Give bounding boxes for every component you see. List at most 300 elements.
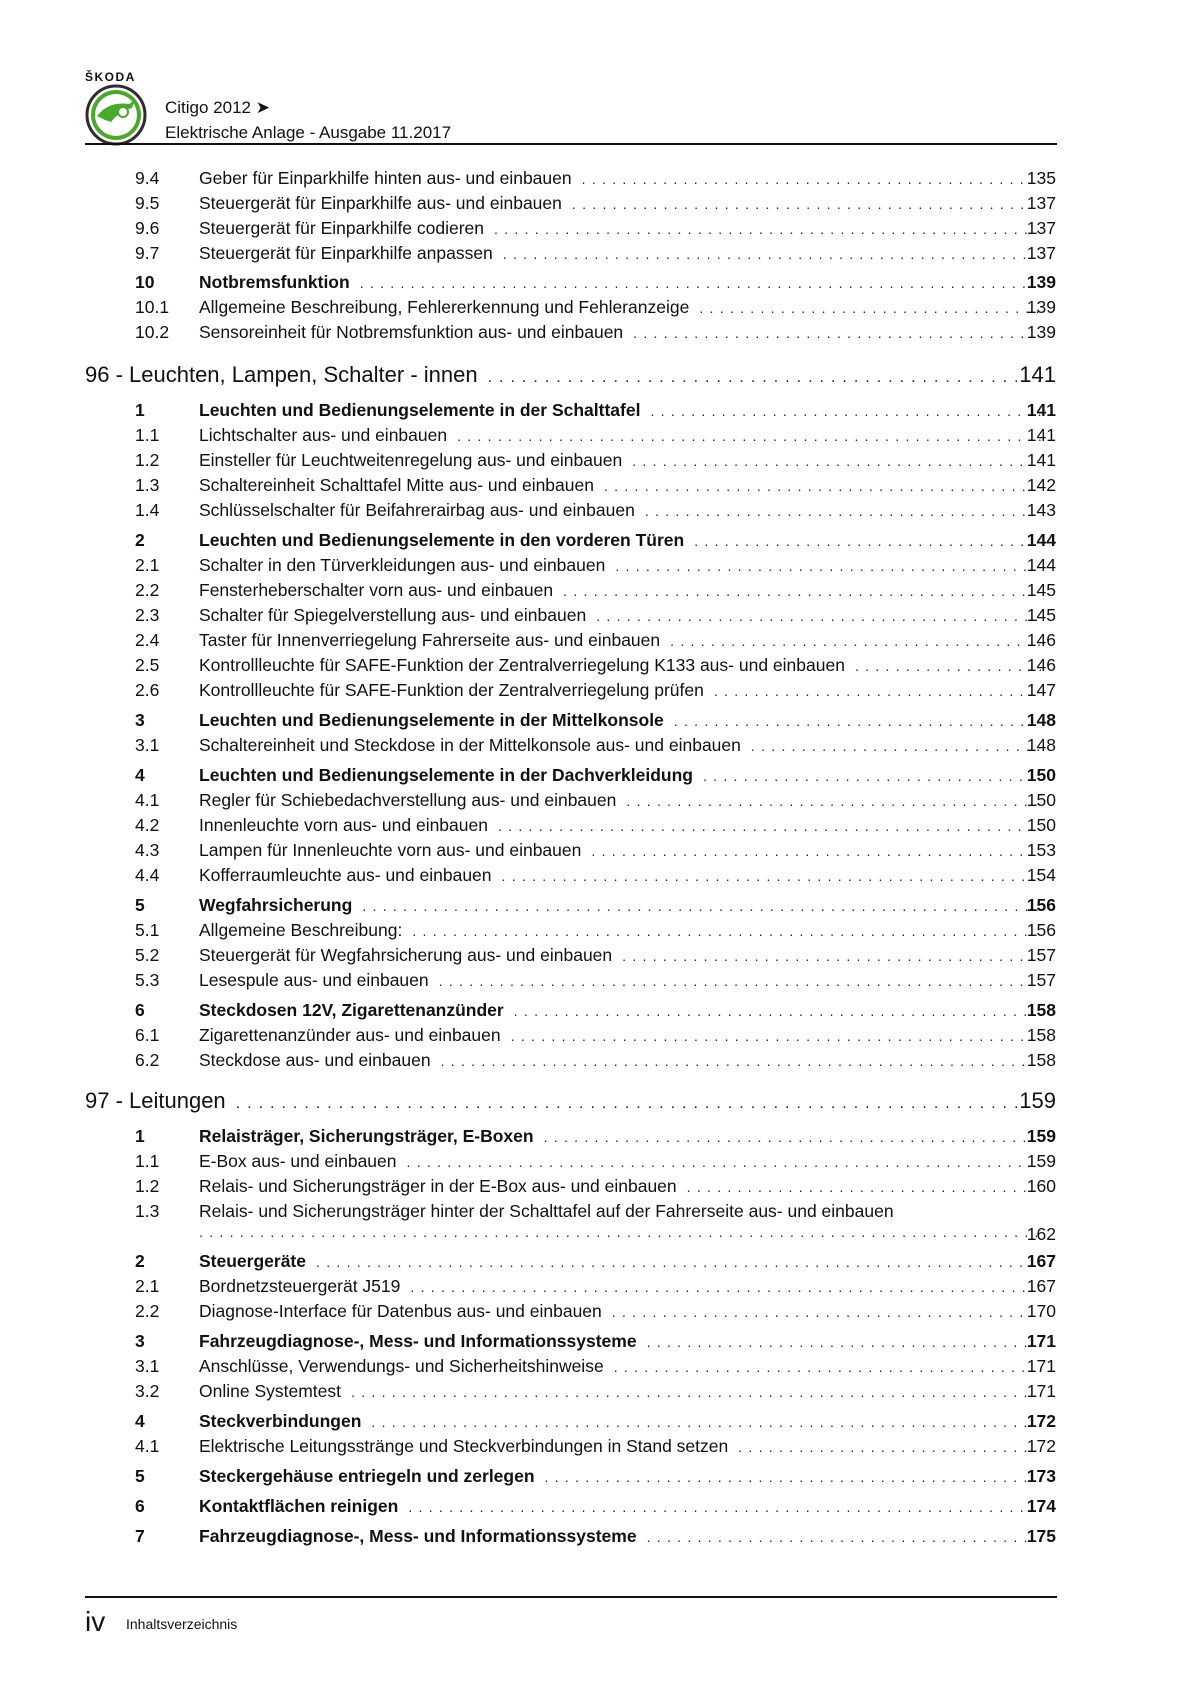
toc-entry-number: 1.2 bbox=[135, 450, 160, 470]
toc-entry-title-line bbox=[199, 1526, 1041, 1547]
dot-leader bbox=[545, 1469, 1041, 1485]
toc-entry-page: 173 bbox=[1026, 1466, 1056, 1486]
toc-entry-number: 4.4 bbox=[135, 865, 160, 885]
toc-entry[interactable] bbox=[0, 272, 1191, 296]
toc-entry[interactable] bbox=[0, 1466, 1191, 1490]
toc-entry-title: Leuchten und Bedienungselemente in den vorderen Türen bbox=[199, 530, 685, 550]
toc-entry-page: 146 bbox=[1026, 655, 1056, 675]
toc-entry-page: 144 bbox=[1026, 530, 1056, 550]
toc-entry-title: Steuergeräte bbox=[199, 1251, 306, 1271]
dot-leader bbox=[488, 369, 1056, 387]
toc-entry-page: 141 bbox=[1026, 400, 1056, 420]
toc-entry-number: 9.4 bbox=[135, 168, 160, 188]
toc-entry-page: 172 bbox=[1026, 1411, 1056, 1431]
toc-entry-page: 159 bbox=[1026, 1126, 1056, 1146]
skoda-logo-icon bbox=[85, 84, 147, 146]
toc-entry-number: 4.3 bbox=[135, 840, 160, 860]
toc-entry-title-line bbox=[199, 1356, 1041, 1377]
toc-entry-number: 10.1 bbox=[135, 297, 170, 317]
toc-entry-page: 172 bbox=[1026, 1436, 1056, 1456]
toc-entry[interactable] bbox=[0, 530, 1191, 554]
toc-entry-title-line bbox=[199, 243, 1041, 264]
toc-entry-number: 2 bbox=[135, 1251, 145, 1271]
dot-leader bbox=[694, 533, 1041, 549]
toc-entry-continuation bbox=[0, 1224, 1191, 1248]
toc-entry[interactable] bbox=[0, 655, 1191, 679]
dot-leader bbox=[604, 478, 1041, 494]
toc-entry-title: Steckdose aus- und einbauen bbox=[199, 1050, 431, 1070]
toc-entry-title: Allgemeine Beschreibung, Fehlererkennung und Fehleranzeige bbox=[199, 297, 690, 317]
toc-entry-number: 5 bbox=[135, 895, 145, 915]
toc-entry-title-line bbox=[199, 322, 1041, 343]
toc-entry-number: 2 bbox=[135, 530, 145, 550]
toc-entry-title-line bbox=[85, 362, 1056, 388]
toc-entry-title: Fensterheberschalter vorn aus- und einbauen bbox=[199, 580, 554, 600]
toc-entry[interactable] bbox=[0, 475, 1191, 499]
toc-entry-title-line bbox=[199, 475, 1041, 496]
toc-entry-title-line bbox=[199, 840, 1041, 861]
dot-leader bbox=[614, 1359, 1041, 1375]
toc-entry-title-line bbox=[199, 555, 1041, 576]
toc-entry-title: Lichtschalter aus- und einbauen bbox=[199, 425, 448, 445]
toc-entry-page: 142 bbox=[1026, 475, 1056, 495]
toc-entry-number: 4 bbox=[135, 1411, 145, 1431]
toc-entry-number: 2.4 bbox=[135, 630, 160, 650]
toc-chapter[interactable] bbox=[0, 1088, 1191, 1112]
toc-entry[interactable] bbox=[0, 1496, 1191, 1520]
toc-entry-title-line bbox=[199, 765, 1041, 786]
toc-entry[interactable] bbox=[0, 815, 1191, 839]
toc-entry-number: 2.5 bbox=[135, 655, 160, 675]
toc-entry-page: 141 bbox=[1026, 450, 1056, 470]
toc-entry-title: Elektrische Leitungsstränge und Steckverbindungen in Stand setzen bbox=[199, 1436, 729, 1456]
toc-entry-title: Kontrollleuchte für SAFE-Funktion der Zentralverriegelung prüfen bbox=[199, 680, 704, 700]
toc-entry-title-line bbox=[199, 1224, 1041, 1240]
toc-entry-title: Steuergerät für Einparkhilfe codieren bbox=[199, 218, 485, 238]
dot-leader bbox=[457, 428, 1041, 444]
toc-entry[interactable] bbox=[0, 1331, 1191, 1355]
toc-entry-title: Relaisträger, Sicherungsträger, E-Boxen bbox=[199, 1126, 534, 1146]
dot-leader bbox=[494, 221, 1041, 237]
toc-entry-title: Relais- und Sicherungsträger in der E-Box aus- und einbauen bbox=[199, 1176, 677, 1196]
footer-label: Inhaltsverzeichnis bbox=[126, 1616, 238, 1632]
dot-leader bbox=[855, 658, 1041, 674]
toc-entry[interactable] bbox=[0, 630, 1191, 654]
toc-entry-title: Kontrollleuchte für SAFE-Funktion der Zentralverriegelung K133 aus- und einbauen bbox=[199, 655, 845, 675]
page-header bbox=[85, 70, 1057, 146]
toc-entry-title-line bbox=[199, 1025, 1041, 1046]
toc-entry-number: 6.2 bbox=[135, 1050, 160, 1070]
toc-entry-number: 9.5 bbox=[135, 193, 160, 213]
toc-entry[interactable] bbox=[0, 168, 1191, 192]
dot-leader bbox=[674, 713, 1041, 729]
toc-entry-title: Online Systemtest bbox=[199, 1381, 341, 1401]
toc-entry-number: 10 bbox=[135, 272, 155, 292]
dot-leader bbox=[408, 1499, 1041, 1515]
toc-entry-title: Steckergehäuse entriegeln und zerlegen bbox=[199, 1466, 535, 1486]
toc-entry-title: Lesespule aus- und einbauen bbox=[199, 970, 429, 990]
toc-chapter[interactable] bbox=[0, 362, 1191, 386]
toc-entry-title: Wegfahrsicherung bbox=[199, 895, 353, 915]
toc-entry-page: 144 bbox=[1026, 555, 1056, 575]
toc-entry-title: Regler für Schiebedachverstellung aus- und einbauen bbox=[199, 790, 617, 810]
toc-entry-title: Steuergerät für Wegfahrsicherung aus- und einbauen bbox=[199, 945, 613, 965]
toc-entry-title: Einsteller für Leuchtweitenregelung aus- und einbauen bbox=[199, 450, 623, 470]
dot-leader bbox=[236, 1095, 1056, 1113]
toc-entry-page: 160 bbox=[1026, 1176, 1056, 1196]
footer-page-number: iv bbox=[85, 1606, 106, 1637]
toc-entry-title-line bbox=[199, 655, 1041, 676]
toc-entry[interactable] bbox=[0, 1151, 1191, 1175]
toc-entry[interactable] bbox=[0, 1000, 1191, 1024]
toc-entry[interactable] bbox=[0, 1201, 1191, 1225]
toc-entry-title: Lampen für Innenleuchte vorn aus- und einbauen bbox=[199, 840, 582, 860]
toc-entry-title: Taster für Innenverriegelung Fahrerseite aus- und einbauen bbox=[199, 630, 661, 650]
toc-entry-number: 3 bbox=[135, 710, 145, 730]
toc-entry-page: 171 bbox=[1026, 1356, 1056, 1376]
toc-entry-page: 162 bbox=[1026, 1224, 1056, 1244]
toc-entry[interactable] bbox=[0, 895, 1191, 919]
toc-entry-title: Notbremsfunktion bbox=[199, 272, 350, 292]
dot-leader bbox=[410, 1279, 1041, 1295]
toc-entry[interactable] bbox=[0, 735, 1191, 759]
toc-entry[interactable] bbox=[0, 710, 1191, 734]
toc-entry-page: 170 bbox=[1026, 1301, 1056, 1321]
dot-leader bbox=[626, 793, 1041, 809]
toc-entry-title-line bbox=[199, 1176, 1041, 1197]
toc-entry-title: Steckverbindungen bbox=[199, 1411, 362, 1431]
toc-entry-title: 96 - Leuchten, Lampen, Schalter - innen bbox=[85, 362, 478, 387]
toc-entry-title-line bbox=[199, 1251, 1041, 1272]
toc-entry-page: 150 bbox=[1026, 765, 1056, 785]
dot-leader bbox=[582, 171, 1041, 187]
toc-entry-title-line bbox=[199, 815, 1041, 836]
toc-entry-title-line bbox=[199, 500, 1041, 521]
dot-leader bbox=[371, 1414, 1041, 1430]
toc-entry[interactable] bbox=[0, 243, 1191, 267]
dot-leader bbox=[650, 403, 1041, 419]
toc-entry[interactable] bbox=[0, 1301, 1191, 1325]
toc-entry-page: 145 bbox=[1026, 605, 1056, 625]
toc-entry-page: 159 bbox=[1026, 1151, 1056, 1171]
toc-entry-page: 147 bbox=[1026, 680, 1056, 700]
toc-entry-page: 139 bbox=[1026, 272, 1056, 292]
toc-entry-title: Sensoreinheit für Notbremsfunktion aus- und einbauen bbox=[199, 322, 624, 342]
dot-leader bbox=[699, 300, 1041, 316]
toc-entry-page: 158 bbox=[1026, 1050, 1056, 1070]
toc-entry[interactable] bbox=[0, 400, 1191, 424]
toc-entry-title-line bbox=[199, 450, 1041, 471]
toc-entry-title-line bbox=[199, 400, 1041, 421]
toc-entry-title-line bbox=[199, 945, 1041, 966]
toc-entry-title: Anschlüsse, Verwendungs- und Sicherheitshinweise bbox=[199, 1356, 604, 1376]
toc-entry-title: Steckdosen 12V, Zigarettenanzünder bbox=[199, 1000, 504, 1020]
dot-leader bbox=[544, 1129, 1041, 1145]
dot-leader bbox=[563, 583, 1041, 599]
toc-entry-page: 158 bbox=[1026, 1000, 1056, 1020]
toc-entry-page: 150 bbox=[1026, 790, 1056, 810]
toc-entry-title-line bbox=[199, 790, 1041, 811]
toc-entry[interactable] bbox=[0, 1025, 1191, 1049]
toc-entry-title: Allgemeine Beschreibung: bbox=[199, 920, 403, 940]
dot-leader bbox=[439, 973, 1041, 989]
dot-leader bbox=[622, 948, 1041, 964]
toc-entry-title: E-Box aus- und einbauen bbox=[199, 1151, 397, 1171]
dot-leader bbox=[511, 1028, 1041, 1044]
toc-entry-title-line bbox=[199, 735, 1041, 756]
toc-entry-page: 139 bbox=[1026, 297, 1056, 317]
toc-entry-number: 5 bbox=[135, 1466, 145, 1486]
dot-leader bbox=[703, 768, 1041, 784]
toc-entry-title: Leuchten und Bedienungselemente in der Schalttafel bbox=[199, 400, 641, 420]
toc-entry-title-line bbox=[199, 1126, 1041, 1147]
toc-entry-page: 148 bbox=[1026, 735, 1056, 755]
dot-leader bbox=[199, 1224, 1041, 1240]
toc-entry[interactable] bbox=[0, 1050, 1191, 1074]
toc-entry-number: 5.2 bbox=[135, 945, 160, 965]
document-subtitle: Elektrische Anlage - Ausgabe 11.2017 bbox=[165, 123, 452, 142]
toc-entry-number: 6.1 bbox=[135, 1025, 160, 1045]
toc-entry-page: 137 bbox=[1026, 243, 1056, 263]
dot-leader bbox=[502, 868, 1041, 884]
toc-entry-title-line bbox=[199, 1201, 1056, 1222]
toc-entry-page: 141 bbox=[1026, 425, 1056, 445]
toc-entry-title: Schalter für Spiegelverstellung aus- und einbauen bbox=[199, 605, 587, 625]
dot-leader bbox=[670, 633, 1041, 649]
toc-entry-title-line bbox=[199, 630, 1041, 651]
toc-entry-title-line bbox=[199, 168, 1041, 189]
toc-entry-title-line bbox=[199, 530, 1041, 551]
toc-entry-title: Schaltereinheit Schalttafel Mitte aus- und einbauen bbox=[199, 475, 594, 495]
dot-leader bbox=[615, 558, 1041, 574]
toc-entry-page: 137 bbox=[1026, 218, 1056, 238]
toc-entry-number: 3.2 bbox=[135, 1381, 160, 1401]
toc-entry-page: 137 bbox=[1026, 193, 1056, 213]
toc-entry[interactable] bbox=[0, 790, 1191, 814]
toc-entry-page: 167 bbox=[1026, 1276, 1056, 1296]
toc-entry-page: 153 bbox=[1026, 840, 1056, 860]
toc-entry[interactable] bbox=[0, 1526, 1191, 1550]
toc-entry[interactable] bbox=[0, 1176, 1191, 1200]
header-divider bbox=[85, 143, 1057, 145]
toc-entry-number: 2.1 bbox=[135, 555, 160, 575]
toc-entry[interactable] bbox=[0, 1126, 1191, 1150]
toc-entry[interactable] bbox=[0, 193, 1191, 217]
toc-entry-number: 2.2 bbox=[135, 1301, 160, 1321]
dot-leader bbox=[360, 275, 1041, 291]
toc-entry-title-line bbox=[199, 895, 1041, 916]
toc-entry[interactable] bbox=[0, 765, 1191, 789]
dot-leader bbox=[714, 683, 1041, 699]
toc-entry[interactable] bbox=[0, 1381, 1191, 1405]
toc-entry-number: 9.7 bbox=[135, 243, 160, 263]
toc-entry-title-line bbox=[199, 920, 1041, 941]
toc-entry-page: 139 bbox=[1026, 322, 1056, 342]
toc-entry-title: Kofferraumleuchte aus- und einbauen bbox=[199, 865, 492, 885]
dot-leader bbox=[412, 923, 1041, 939]
toc-entry-title-line bbox=[199, 1000, 1041, 1021]
toc-entry[interactable] bbox=[0, 1251, 1191, 1275]
toc-entry-title: Kontaktflächen reinigen bbox=[199, 1496, 399, 1516]
dot-leader bbox=[503, 246, 1041, 262]
toc-entry-number: 1.4 bbox=[135, 500, 160, 520]
brand-wordmark: ŠKODA bbox=[85, 70, 136, 84]
toc-entry-page: 167 bbox=[1026, 1251, 1056, 1271]
toc-entry[interactable] bbox=[0, 1276, 1191, 1300]
toc-entry-number: 5.1 bbox=[135, 920, 160, 940]
toc-entry[interactable] bbox=[0, 500, 1191, 524]
toc-entry-number: 4 bbox=[135, 765, 145, 785]
toc-entry-page: 156 bbox=[1026, 920, 1056, 940]
toc-entry[interactable] bbox=[0, 218, 1191, 242]
dot-leader bbox=[632, 453, 1041, 469]
document-title: Citigo 2012 ➤ bbox=[165, 98, 270, 117]
toc-entry-title: 97 - Leitungen bbox=[85, 1088, 226, 1113]
toc-entry-title-line bbox=[199, 580, 1041, 601]
toc-entry-title: Steuergerät für Einparkhilfe anpassen bbox=[199, 243, 493, 263]
toc-entry-title: Schlüsselschalter für Beifahrerairbag aus- und einbauen bbox=[199, 500, 635, 520]
toc-entry-title: Schaltereinheit und Steckdose in der Mittelkonsole aus- und einbauen bbox=[199, 735, 741, 755]
dot-leader bbox=[738, 1439, 1041, 1455]
toc-entry-number: 1.3 bbox=[135, 1201, 160, 1221]
toc-entry-title-line bbox=[199, 1436, 1041, 1457]
toc-entry-title: Bordnetzsteuergerät J519 bbox=[199, 1276, 401, 1296]
toc-entry-number: 4.1 bbox=[135, 790, 160, 810]
dot-leader bbox=[316, 1254, 1041, 1270]
toc-entry[interactable] bbox=[0, 1411, 1191, 1435]
toc-entry[interactable] bbox=[0, 1356, 1191, 1380]
toc-entry-number: 4.1 bbox=[135, 1436, 160, 1456]
toc-entry-title-line bbox=[199, 272, 1041, 293]
toc-entry-title: Relais- und Sicherungsträger hinter der Schalttafel auf der Fahrerseite aus- und einbauen bbox=[199, 1201, 894, 1221]
toc-entry-number: 1.1 bbox=[135, 425, 160, 445]
toc-entry-title-line bbox=[199, 1050, 1041, 1071]
toc-entry-page: 174 bbox=[1026, 1496, 1056, 1516]
toc-entry-title: Leuchten und Bedienungselemente in der Mittelkonsole bbox=[199, 710, 664, 730]
toc-entry-number: 1.1 bbox=[135, 1151, 160, 1171]
toc-entry-number: 1.2 bbox=[135, 1176, 160, 1196]
toc-entry[interactable] bbox=[0, 297, 1191, 321]
toc-entry-page: 171 bbox=[1026, 1381, 1056, 1401]
dot-leader bbox=[647, 1529, 1041, 1545]
toc-entry-title: Fahrzeugdiagnose-, Mess- und Informationssysteme bbox=[199, 1331, 637, 1351]
toc-entry-number: 3.1 bbox=[135, 735, 160, 755]
dot-leader bbox=[751, 738, 1041, 754]
toc-entry-number: 1 bbox=[135, 1126, 145, 1146]
dot-leader bbox=[572, 196, 1041, 212]
dot-leader bbox=[407, 1154, 1042, 1170]
toc-entry-number: 9.6 bbox=[135, 218, 160, 238]
toc-entry-title-line bbox=[199, 1411, 1041, 1432]
dot-leader bbox=[645, 503, 1041, 519]
toc-entry-title-line bbox=[199, 1496, 1041, 1517]
toc-entry[interactable] bbox=[0, 580, 1191, 604]
toc-entry-page: 157 bbox=[1026, 970, 1056, 990]
toc-entry[interactable] bbox=[0, 555, 1191, 579]
toc-entry-page: 143 bbox=[1026, 500, 1056, 520]
toc-entry-title-line bbox=[199, 1151, 1041, 1172]
dot-leader bbox=[514, 1003, 1041, 1019]
toc-entry-title-line bbox=[199, 1301, 1041, 1322]
toc-entry-title: Innenleuchte vorn aus- und einbauen bbox=[199, 815, 488, 835]
toc-entry[interactable] bbox=[0, 945, 1191, 969]
toc-entry[interactable] bbox=[0, 1436, 1191, 1460]
toc-entry-number: 6 bbox=[135, 1000, 145, 1020]
toc-entry-page: 175 bbox=[1026, 1526, 1056, 1546]
toc-entry-title-line bbox=[199, 1466, 1041, 1487]
toc-entry-page: 145 bbox=[1026, 580, 1056, 600]
toc-entry-page: 171 bbox=[1026, 1331, 1056, 1351]
toc-entry[interactable] bbox=[0, 425, 1191, 449]
toc-entry-title-line bbox=[199, 1276, 1041, 1297]
toc-entry-page: 148 bbox=[1026, 710, 1056, 730]
dot-leader bbox=[498, 818, 1041, 834]
toc-entry[interactable] bbox=[0, 605, 1191, 629]
toc-entry-number: 1.3 bbox=[135, 475, 160, 495]
toc-entry[interactable] bbox=[0, 840, 1191, 864]
toc-entry-number: 3 bbox=[135, 1331, 145, 1351]
toc-entry-page: 158 bbox=[1026, 1025, 1056, 1045]
toc-entry-number: 10.2 bbox=[135, 322, 170, 342]
toc-entry-number: 1 bbox=[135, 400, 145, 420]
toc-entry-number: 2.2 bbox=[135, 580, 160, 600]
toc-entry-page: 157 bbox=[1026, 945, 1056, 965]
dot-leader bbox=[591, 843, 1041, 859]
toc-entry-title-line bbox=[85, 1088, 1056, 1114]
dot-leader bbox=[647, 1334, 1041, 1350]
toc-entry-title-line bbox=[199, 605, 1041, 626]
dot-leader bbox=[441, 1053, 1041, 1069]
toc-entry-title-line bbox=[199, 425, 1041, 446]
toc-entry-page: 154 bbox=[1026, 865, 1056, 885]
toc-entry[interactable] bbox=[0, 322, 1191, 346]
dot-leader bbox=[633, 325, 1041, 341]
toc-entry[interactable] bbox=[0, 970, 1191, 994]
toc-entry-title-line bbox=[199, 710, 1041, 731]
toc-entry[interactable] bbox=[0, 450, 1191, 474]
toc-entry-title: Zigarettenanzünder aus- und einbauen bbox=[199, 1025, 501, 1045]
toc-entry-number: 2.1 bbox=[135, 1276, 160, 1296]
toc-entry-title: Diagnose-Interface für Datenbus aus- und einbauen bbox=[199, 1301, 602, 1321]
toc-entry-page: 146 bbox=[1026, 630, 1056, 650]
toc-entry-number: 7 bbox=[135, 1526, 145, 1546]
toc-entry-page: 150 bbox=[1026, 815, 1056, 835]
toc-entry[interactable] bbox=[0, 680, 1191, 704]
toc-entry-page: 141 bbox=[1019, 362, 1056, 387]
toc-entry-title: Fahrzeugdiagnose-, Mess- und Informationssysteme bbox=[199, 1526, 637, 1546]
toc-entry-number: 5.3 bbox=[135, 970, 160, 990]
footer-divider bbox=[85, 1596, 1057, 1598]
toc-entry-title-line bbox=[199, 970, 1041, 991]
toc-entry[interactable] bbox=[0, 920, 1191, 944]
toc-entry-page: 135 bbox=[1026, 168, 1056, 188]
toc-entry[interactable] bbox=[0, 865, 1191, 889]
dot-leader bbox=[596, 608, 1041, 624]
dot-leader bbox=[687, 1179, 1041, 1195]
toc-entry-number: 6 bbox=[135, 1496, 145, 1516]
toc-entry-title-line bbox=[199, 297, 1041, 318]
toc-entry-title-line bbox=[199, 193, 1041, 214]
toc-entry-page: 159 bbox=[1019, 1088, 1056, 1113]
toc-entry-title-line bbox=[199, 218, 1041, 239]
toc-entry-number: 2.6 bbox=[135, 680, 160, 700]
toc-entry-title-line bbox=[199, 1381, 1041, 1402]
dot-leader bbox=[362, 898, 1041, 914]
toc-entry-title: Geber für Einparkhilfe hinten aus- und einbauen bbox=[199, 168, 572, 188]
toc-entry-title: Steuergerät für Einparkhilfe aus- und einbauen bbox=[199, 193, 562, 213]
toc-entry-number: 4.2 bbox=[135, 815, 160, 835]
toc-entry-title-line bbox=[199, 680, 1041, 701]
